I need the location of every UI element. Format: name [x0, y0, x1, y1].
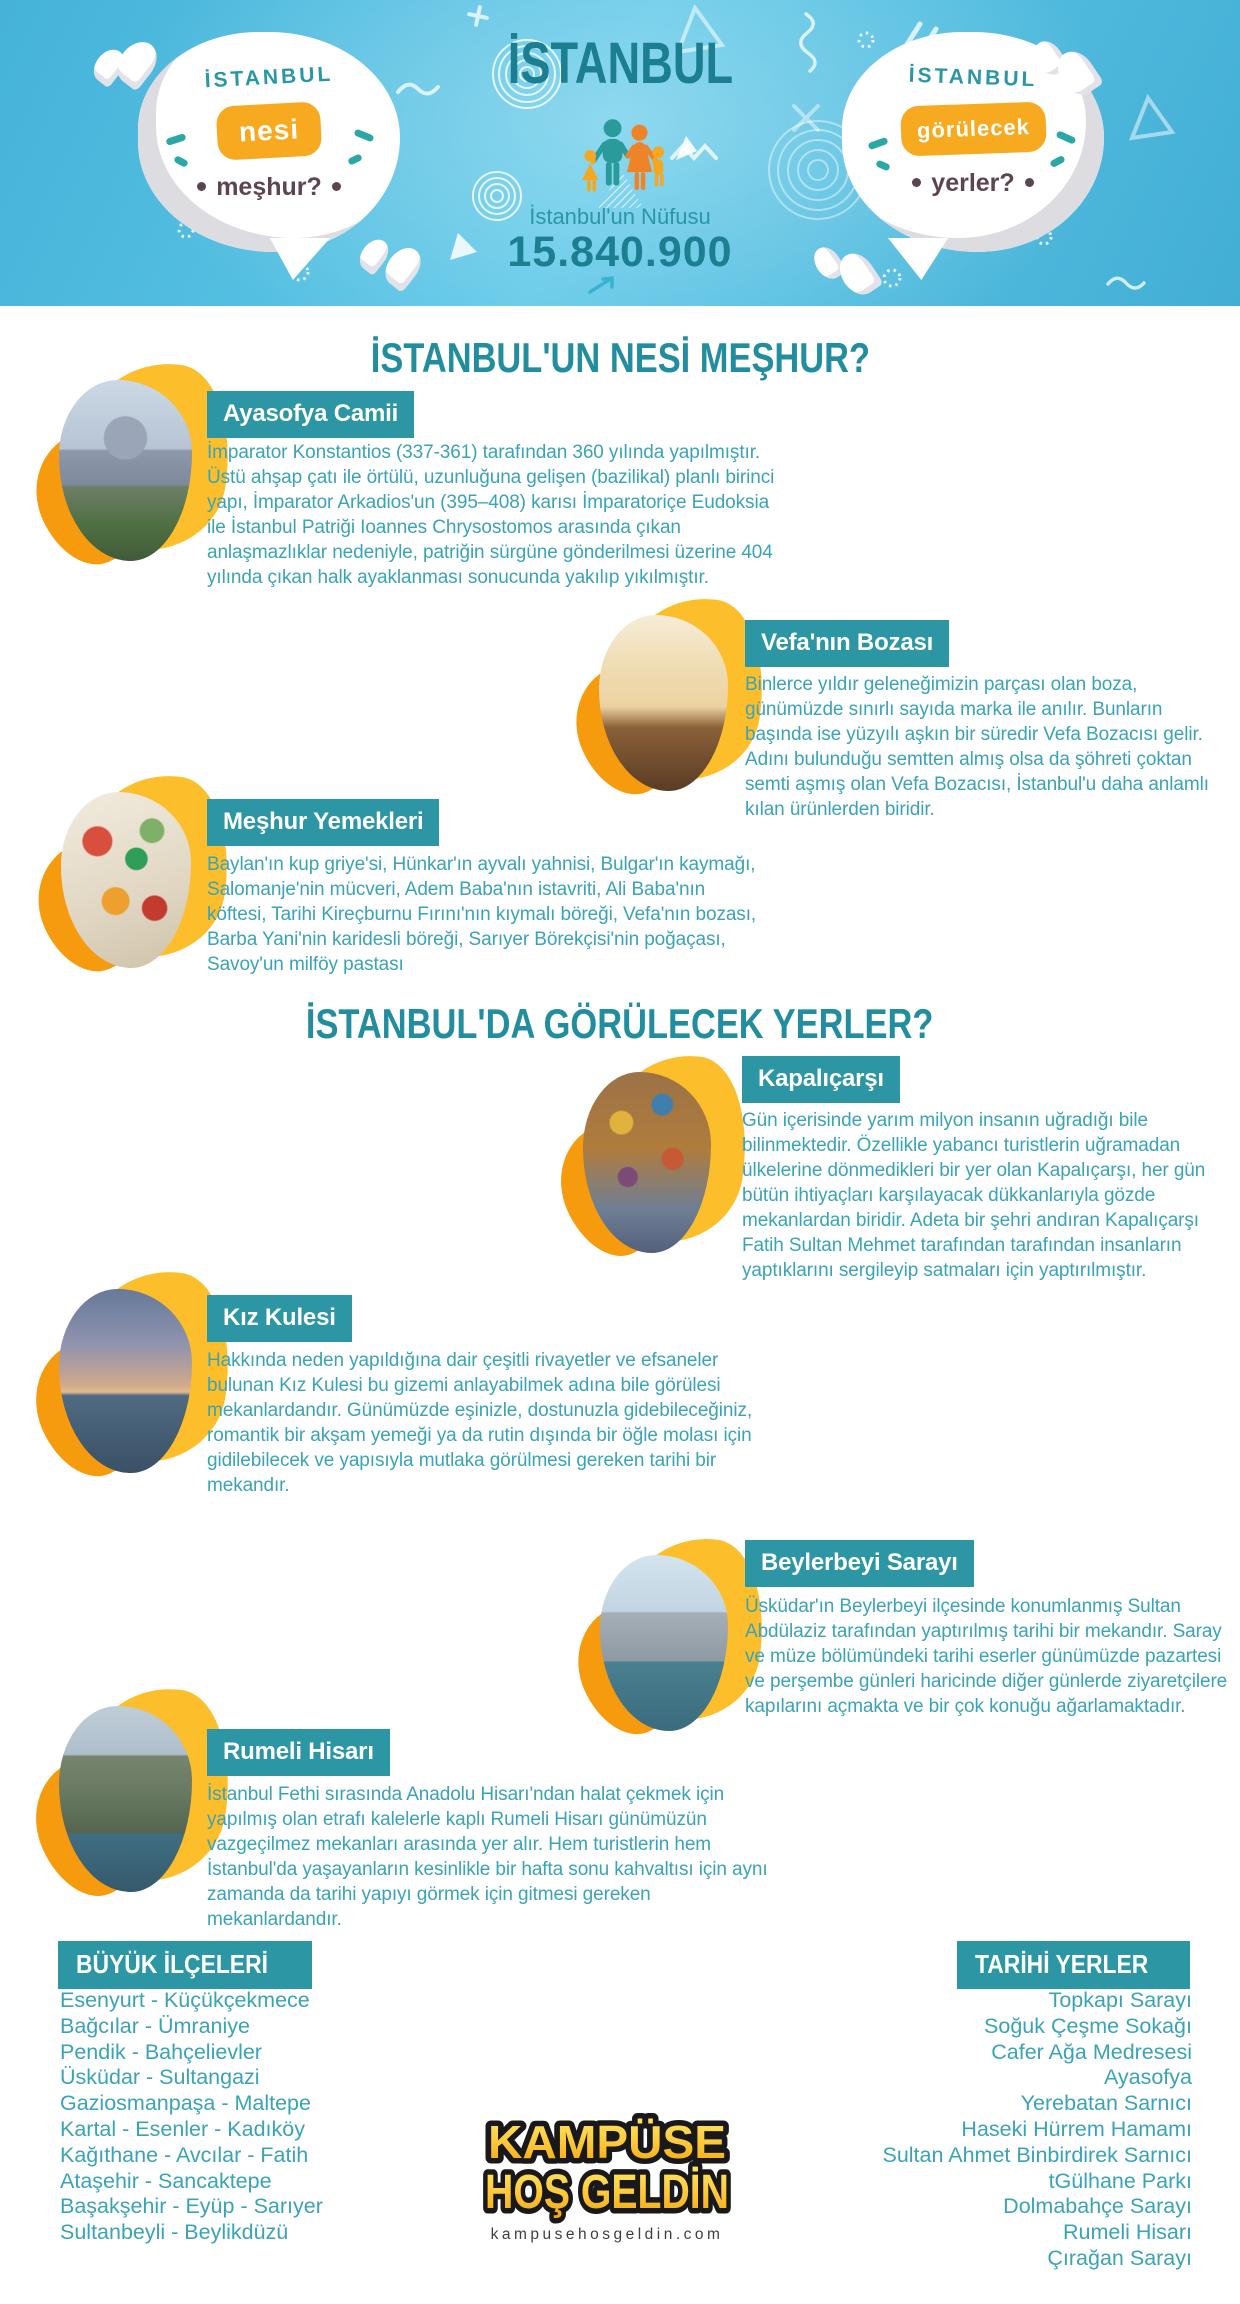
famous-foods-photo — [52, 782, 224, 982]
entry-title-kapalicarsi: Kapalıçarşı — [742, 1056, 900, 1103]
entry-text-beylerbeyi: Üsküdar'ın Beylerbeyi ilçesinde konumlanmış Sultan Abdülaziz tarafından yaptırılmış tarihi bir mekandır. Saray ve müze bölümündeki tarihi eserler günümüzde pazartesi ve perşembe günleri haricinde diğer günlerde ziyaretçilere kapılarını açmakta ve bir çok konuğu ağarlamaktadır. — [745, 1596, 1228, 1717]
entry-title-rumeli: Rumeli Hisarı — [207, 1729, 390, 1776]
list-item: tGülhane Parkı — [1048, 2168, 1192, 2193]
beylerbeyi-palace-photo — [592, 1545, 760, 1745]
entry-text-kizkulesi: Hakkında neden yapıldığına dair çeşitli rivayetler ve efsaneler bulunan Kız Kulesi bu gizemi anlayabilmek adına bile görülesi mekanlardandır. Günümüzde eşinizle, dostunuzla gidebileceğiniz, romantik bir akşam yemeği ya da rutin dışında bir öğle molası için gidilebilecek ve yapısıyla mutlaka görülmesi gereken tarihi bir mekandır. — [207, 1350, 753, 1496]
bubble-left-keyword-badge: nesi — [216, 101, 323, 160]
boza-drink-photo — [590, 605, 760, 805]
list-item: Kağıthane - Avcılar - Fatih — [60, 2142, 309, 2167]
entry-title-kizkulesi: Kız Kulesi — [207, 1295, 352, 1342]
svg-text:HOŞ GELDİN: HOŞ GELDİN — [485, 2166, 729, 2219]
entry-title-beylerbeyi: Beylerbeyi Sarayı — [745, 1540, 974, 1587]
header-banner — [0, 0, 1240, 306]
page-title: İSTANBUL — [507, 31, 733, 96]
entry-text-boza: Binlerce yıldır geleneğimizin parçası olan boza, günümüzde sınırlı sayıda marka ile anılır. Bunların başında ise yüzyılı aşkın bir süredir Vefa Bozacısı gelir. Adını bulunduğu semtten almış olsa da şöhreti çoktan semti aşmış olan Vefa Bozacısı, İstanbul'u daha anlamlı kılan ürünlerden biridir. — [745, 674, 1209, 820]
grand-bazaar-photo — [575, 1062, 743, 1267]
entry-text-kapalicarsi: Gün içerisinde yarım milyon insanın uğradığı bile bilinmektedir. Özellikle yabancı turistlerin uğramadan ülkelerine dönmedikleri bir yer olan Kapalıçarşı, her gün bütün ihtiyaçları karşılayacak dükkanlarıyla gözde mekanlardan biridir. Adeta bir şehri andıran Kapalıçarşı Fatih Sultan Mehmet tarafından tarafından insanların yaptıklarını sergileyip satmaları için yaptırılmıştır. — [742, 1110, 1206, 1281]
arrow-icon — [590, 278, 612, 292]
districts-title-badge: BÜYÜK İLÇELERİ — [58, 1941, 312, 1989]
bubble-left-question: meşhur? — [138, 173, 400, 202]
list-item: Ayasofya — [1103, 2065, 1192, 2090]
hagia-sophia-photo — [50, 370, 225, 575]
spark-icon — [1049, 155, 1066, 168]
list-item: Kartal - Esenler - Kadıköy — [60, 2116, 305, 2141]
list-item: Gaziosmanpaşa - Maltepe — [60, 2091, 311, 2116]
list-item: Topkapı Sarayı — [1048, 1988, 1192, 2012]
bubble-left-city-label: İSTANBUL — [204, 62, 334, 93]
list-item: Üsküdar - Sultangazi — [60, 2065, 260, 2090]
population-label: İstanbul'un Nüfusu — [529, 204, 711, 229]
dot-icon — [197, 182, 206, 191]
bubble-right-city-label: İSTANBUL — [908, 63, 1038, 92]
list-item: Bağcılar - Ümraniye — [60, 2013, 250, 2038]
population-value: 15.840.900 — [507, 228, 733, 276]
entry-title-boza: Vefa'nın Bozası — [745, 620, 949, 667]
list-item: Başakşehir - Eyüp - Sarıyer — [60, 2194, 323, 2219]
entry-title-ayasofya: Ayasofya Camii — [207, 391, 414, 438]
list-item: Yerebatan Sarnıcı — [1020, 2091, 1192, 2116]
list-item: Dolmabahçe Sarayı — [1003, 2194, 1192, 2219]
squiggle-icon — [1108, 278, 1144, 288]
plus-icon — [467, 5, 488, 26]
dot-icon — [332, 182, 341, 191]
list-item: Haseki Hürrem Hamamı — [961, 2116, 1192, 2141]
historic-title-badge: TARİHİ YERLER — [957, 1941, 1190, 1989]
triangle-icon — [1132, 98, 1172, 138]
section-places-title: İSTANBUL'DA GÖRÜLECEK YERLER? — [306, 1000, 934, 1047]
section-famous-title: İSTANBUL'UN NESİ MEŞHUR? — [370, 334, 870, 381]
entry-text-rumeli: İstanbul Fethi sırasında Anadolu Hisarı'ndan halat çekmek için yapılmış olan etrafı kalelerle kaplı Rumeli Hisarı günümüzün vazgeçilmez mekanları arasında yer alır. Hem turistlerin hem İstanbul'da yaşayanların kesinlikle bir hafta sonu kahvaltısı için aynı zamanda da tarihi yapıyı görmek için gitmesi gereken mekanlardandır. — [207, 1784, 768, 1930]
list-item: Çırağan Sarayı — [1047, 2245, 1192, 2270]
triangle-icon — [676, 136, 697, 160]
dot-icon — [1025, 178, 1034, 187]
bubble-right-question: yerler? — [842, 169, 1104, 198]
districts-list — [60, 1988, 323, 2246]
historic-places-list — [882, 1988, 1192, 2272]
list-item: Soğuk Çeşme Sokağı — [984, 2013, 1192, 2038]
list-item: Pendik - Bahçelievler — [60, 2039, 262, 2064]
entry-text-ayasofya: İmparator Konstantios (337-361) tarafından 360 yılında yapılmıştır. Üstü ahşap çatı ile örtülü, uzunluğuna gelişen (bazilikal) planlı birinci yapı, İmparator Arkadios'un (395–408) karısı İmparatoriçe Eudoksia ile İstanbul Patriği Ioannes Chrysostomos arasında çıkan anlaşmazlıklar nedeniyle, patriğin sürgüne gönderilmesi üzerine 404 yılında çıkan halk ayaklanması sonucunda yakılıp yıkılmıştır. — [207, 442, 775, 588]
kampuse-hosgeldin-logo — [427, 2108, 787, 2228]
list-item: Ataşehir - Sancaktepe — [60, 2168, 272, 2193]
website-url: kampusehosgeldin.com — [490, 2226, 724, 2243]
rumeli-fortress-photo — [50, 1695, 225, 1907]
list-item: Sultan Ahmet Binbirdirek Sarnıcı — [882, 2142, 1192, 2167]
family-icon — [566, 118, 678, 210]
entry-text-foods: Baylan'ın kup griye'si, Hünkar'ın ayvalı yahnisi, Bulgar'ın kaymağı, Salomanje'nin mücveri, Adem Baba'nın istavriti, Ali Baba'nın köftesi, Tarihi Kireçburnu Fırını'nın kıymalı böreği, Vefa'nın bozası, Barba Yani'nin karidesli böreği, Sarıyer Börekçisi'nin poğaçası, Savoy'un milföy pastası — [207, 854, 757, 975]
maiden-tower-photo — [50, 1278, 225, 1488]
zigzag-icon — [672, 146, 716, 158]
svg-text:KAMPÜSE: KAMPÜSE — [488, 2116, 726, 2168]
bubble-right-keyword-badge: görülecek — [900, 101, 1047, 156]
entry-title-foods: Meşhur Yemekleri — [207, 799, 439, 846]
list-item: Sultanbeyli - Beylikdüzü — [60, 2220, 289, 2245]
dot-icon — [912, 178, 921, 187]
list-item: Esenyurt - Küçükçekmece — [60, 1988, 310, 2012]
list-item: Rumeli Hisarı — [1062, 2220, 1192, 2245]
list-item: Cafer Ağa Medresesi — [991, 2039, 1192, 2064]
x-icon — [794, 106, 818, 130]
